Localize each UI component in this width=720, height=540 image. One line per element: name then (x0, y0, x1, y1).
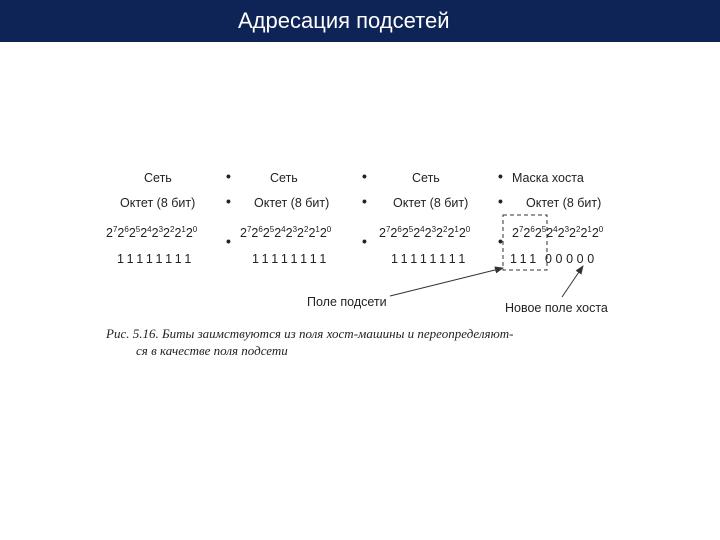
separator-dot: • (498, 193, 503, 209)
col3-powers: $2^72^62^52^42^32^22^12^0$ (379, 225, 471, 240)
col3-octet: Октет (8 бит) (393, 196, 469, 210)
subnet-field-label: Поле подсети (307, 295, 387, 309)
figure-caption (106, 325, 626, 359)
separator-dot: • (226, 168, 231, 184)
separator-dot: • (226, 193, 231, 209)
separator-dot: • (362, 193, 367, 209)
col1-header: Сеть (144, 171, 172, 185)
col1-bits: 11111111 (117, 252, 195, 266)
col4-header: Маска хоста (512, 171, 584, 185)
separator-dot: • (226, 233, 231, 249)
separator-dot: • (498, 233, 503, 249)
col1-octet: Октет (8 бит) (120, 196, 196, 210)
separator-dot: • (362, 233, 367, 249)
col4-powers: $2^72^62^52^42^32^22^12^0$ (512, 225, 604, 240)
slide-title: Адресация подсетей (238, 8, 450, 33)
col2-bits: 11111111 (252, 252, 330, 266)
col4-octet: Октет (8 бит) (526, 196, 602, 210)
col3-bits: 11111111 (391, 252, 469, 266)
subnet-arrow (390, 268, 503, 296)
col2-octet: Октет (8 бит) (254, 196, 330, 210)
caption-line-1: Рис. 5.16. Биты заимствуются из поля хост-машины и переопределяют- (106, 326, 514, 341)
col2-powers: $2^72^62^52^42^32^22^12^0$ (240, 225, 332, 240)
host-arrow (562, 266, 583, 297)
col3-header: Сеть (412, 171, 440, 185)
separator-dot: • (498, 168, 503, 184)
col2-header: Сеть (270, 171, 298, 185)
caption-line-2: ся в качестве поля подсети (136, 343, 288, 358)
col1-powers: $2^72^62^52^42^32^22^12^0$ (106, 225, 198, 240)
new-host-field-label: Новое поле хоста (505, 301, 608, 315)
subnet-field-box (503, 215, 547, 270)
separator-dot: • (362, 168, 367, 184)
col4-host-bits: 00000 (545, 252, 598, 266)
col4-subnet-bits: 111 (510, 252, 540, 266)
